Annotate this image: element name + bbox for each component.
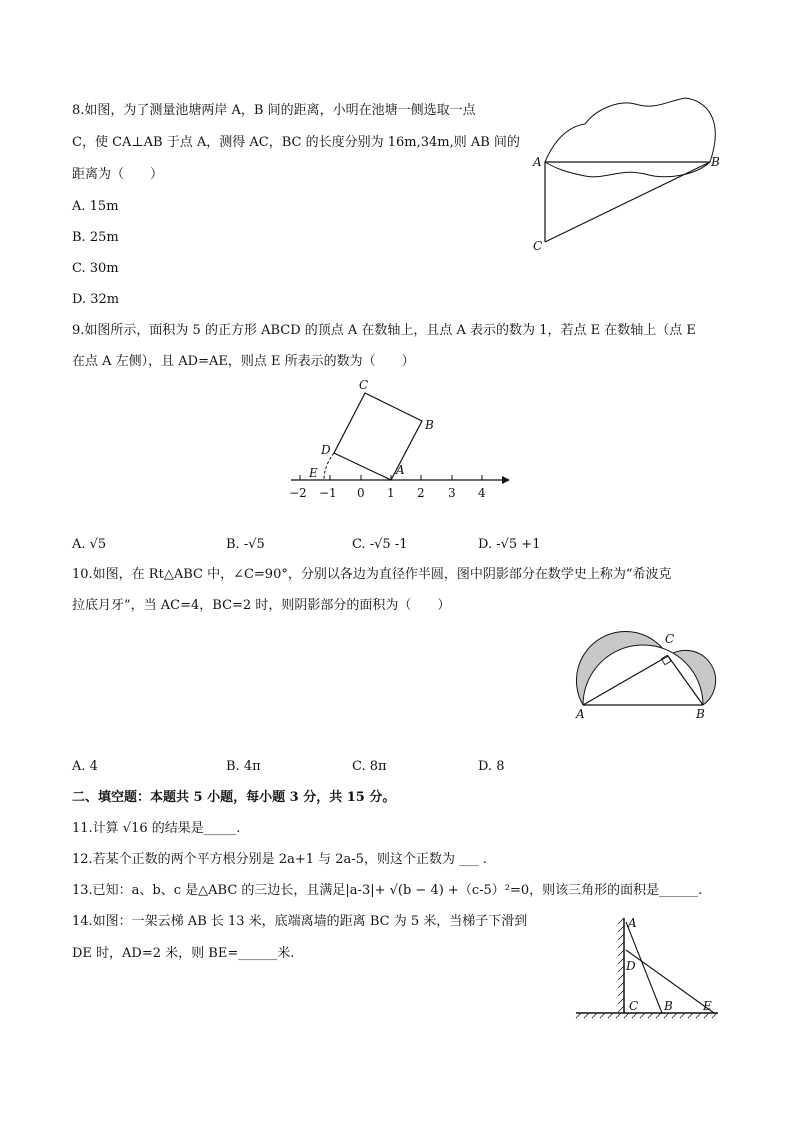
q14-label-a: A xyxy=(628,916,637,930)
q8-pond-figure xyxy=(525,98,725,258)
q8-option-c: C. 30m xyxy=(72,261,119,276)
q10-option-c: C. 8π xyxy=(352,759,387,774)
q10-label-c: C xyxy=(665,632,675,646)
q14-ladder-figure xyxy=(572,912,722,1022)
q11-line: 11.计算 √16 的结果是_____. xyxy=(72,821,241,836)
q14-label-c: C xyxy=(629,999,639,1013)
q10-label-a: A xyxy=(576,707,585,721)
q9-number-line-figure xyxy=(286,378,516,508)
q14-line2: DE 时，AD=2 米，则 BE=______米. xyxy=(72,946,295,961)
pond-outline xyxy=(545,98,715,177)
q9-option-a: A. √5 xyxy=(72,537,107,552)
tick-label-0: 0 xyxy=(357,486,365,500)
section-2-heading: 二、填空题：本题共 5 小题，每小题 3 分，共 15 分。 xyxy=(72,790,396,805)
square-abcd xyxy=(334,393,422,480)
q14-label-d: D xyxy=(626,959,636,973)
q10-option-a: A. 4 xyxy=(72,759,98,774)
q14-line1: 14.如图：一架云梯 AB 长 13 米，底端离墙的距离 BC 为 5 米，当梯子下滑到 xyxy=(72,914,528,929)
q12-line: 12.若某个正数的两个平方根分别是 2a+1 与 2a-5，则这个正数为 ___ . xyxy=(72,852,487,867)
tick-label-neg2: −2 xyxy=(289,486,307,500)
q8-option-a: A. 15m xyxy=(72,199,119,214)
tick-label-3: 3 xyxy=(448,486,456,500)
q9-option-b: B. -√5 xyxy=(226,537,265,552)
tick-label-1: 1 xyxy=(387,486,395,500)
q10-line1: 10.如图，在 Rt△ABC 中，∠C=90°，分别以各边为直径作半圆，图中阴影部分在数学史上称为“希波克 xyxy=(72,567,672,582)
q8-line1: 8.如图，为了测量池塘两岸 A，B 间的距离，小明在池塘一侧选取一点 xyxy=(72,103,476,118)
q10-label-b: B xyxy=(696,707,705,721)
q13-line: 13.已知：a、b、c 是△ABC 的三边长，且满足|a-3|+ √(b − 4) +（c-5）²=0，则该三角形的面积是______. xyxy=(72,883,703,898)
arc-d-to-e xyxy=(324,453,334,480)
q14-label-b: B xyxy=(664,999,673,1013)
q8-option-d: D. 32m xyxy=(72,292,120,307)
q8-label-b: B xyxy=(711,155,720,169)
q8-option-b: B. 25m xyxy=(72,230,119,245)
wall-hatching xyxy=(618,918,624,1012)
q14-label-e: E xyxy=(703,999,712,1013)
q9-label-c: C xyxy=(359,378,369,392)
q9-option-c: C. -√5 -1 xyxy=(352,537,408,552)
q10-line2: 拉底月牙”，当 AC=4，BC=2 时，则阴影部分的面积为（ ） xyxy=(72,598,451,613)
number-line-arrow xyxy=(502,476,510,484)
q9-option-d: D. -√5 +1 xyxy=(478,537,541,552)
tick-label-neg1: −1 xyxy=(319,486,337,500)
segment-bc xyxy=(545,162,710,242)
tick-label-4: 4 xyxy=(478,486,486,500)
q9-label-b: B xyxy=(425,418,434,432)
q10-option-b: B. 4π xyxy=(226,759,261,774)
q10-option-d: D. 8 xyxy=(478,759,505,774)
q10-lune-figure xyxy=(575,625,735,725)
q8-line2: C，使 CA⊥AB 于点 A，测得 AC，BC 的长度分别为 16m,34m,则 AB 间的 xyxy=(72,135,520,150)
q9-label-e: E xyxy=(309,466,318,480)
q9-line1: 9.如图所示，面积为 5 的正方形 ABCD 的顶点 A 在数轴上，且点 A 表示的数为 1，若点 E 在数轴上（点 E xyxy=(72,323,696,338)
q8-line3: 距离为（ ） xyxy=(72,167,164,182)
q8-label-a: A xyxy=(533,155,542,169)
q9-line2: 在点 A 左侧），且 AD=AE，则点 E 所表示的数为（ ） xyxy=(72,354,415,369)
q8-label-c: C xyxy=(533,239,543,253)
tick-label-2: 2 xyxy=(417,486,425,500)
q9-label-a: A xyxy=(396,463,405,477)
q9-label-d: D xyxy=(321,443,331,457)
